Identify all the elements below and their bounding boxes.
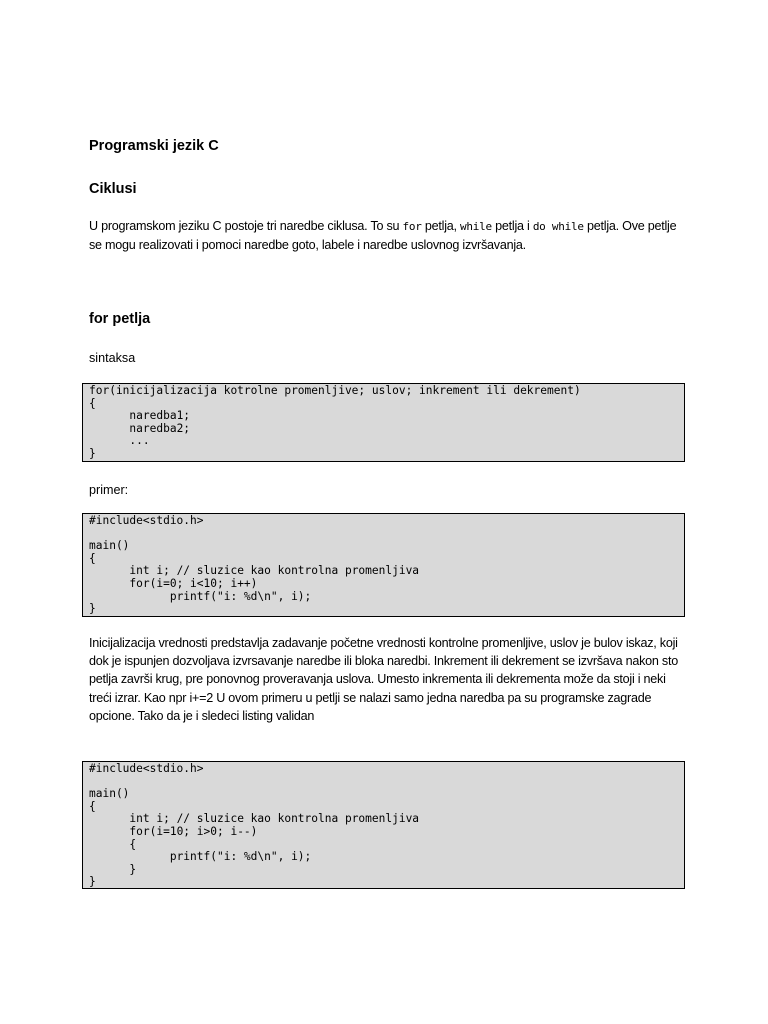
example-code-block: #include<stdio.h> main() { int i; // sluzice kao kontrolna promenljiva for(i=0; i<10; i++) printf("i: %d\n", i); } bbox=[82, 513, 685, 617]
section-title-ciklusi: Ciklusi bbox=[89, 181, 137, 197]
intro-paragraph bbox=[89, 217, 681, 254]
intro-text-2: petlja, bbox=[421, 219, 461, 233]
for-loop-heading: for petlja bbox=[89, 311, 151, 327]
inline-code-while: while bbox=[460, 220, 492, 233]
example-label: primer: bbox=[89, 483, 129, 497]
inline-code-do-while: do while bbox=[532, 220, 584, 233]
syntax-code-block: for(inicijalizacija kotrolne promenljive; uslov; inkrement ili dekrement) { naredba1; naredba2; ... } bbox=[82, 383, 685, 462]
inline-code-for: for bbox=[402, 220, 422, 233]
intro-text-3: petlja i bbox=[491, 219, 533, 233]
listing-code-block: #include<stdio.h> main() { int i; // sluzice kao kontrolna promenljiva for(i=10; i>0; i--) { printf("i: %d\n", i); } } bbox=[82, 761, 685, 889]
intro-text-1: U programskom jeziku C postoje tri naredbe ciklusa. To su bbox=[89, 219, 403, 233]
syntax-label: sintaksa bbox=[89, 351, 136, 365]
intro-text-4: petlja. Ove petlje se mogu realizovati i pomoci naredbe goto, labele i naredbe uslovnog izvršavanja. bbox=[89, 219, 677, 253]
explanation-paragraph: Inicijalizacija vrednosti predstavlja zadavanje početne vrednosti kontrolne promenljive, uslov je bulov iskaz, koji dok je ispunjen dozvoljava izvrsavanje naredbe ili bloka naredbi. Inkrement ili dekrement se izvršava nakon sto petlja završi krug, pre ponovnog proveravanja uslova. Umesto inkrementa ili dekrementa može da stoji i neki treći izrar. Kao npr i+=2 U ovom primeru u petlji se nalazi samo jedna naredba pa su programske zagrade opcione. Tako da je i sledeci listing validan bbox=[89, 636, 678, 723]
document-title: Programski jezik C bbox=[89, 138, 219, 154]
